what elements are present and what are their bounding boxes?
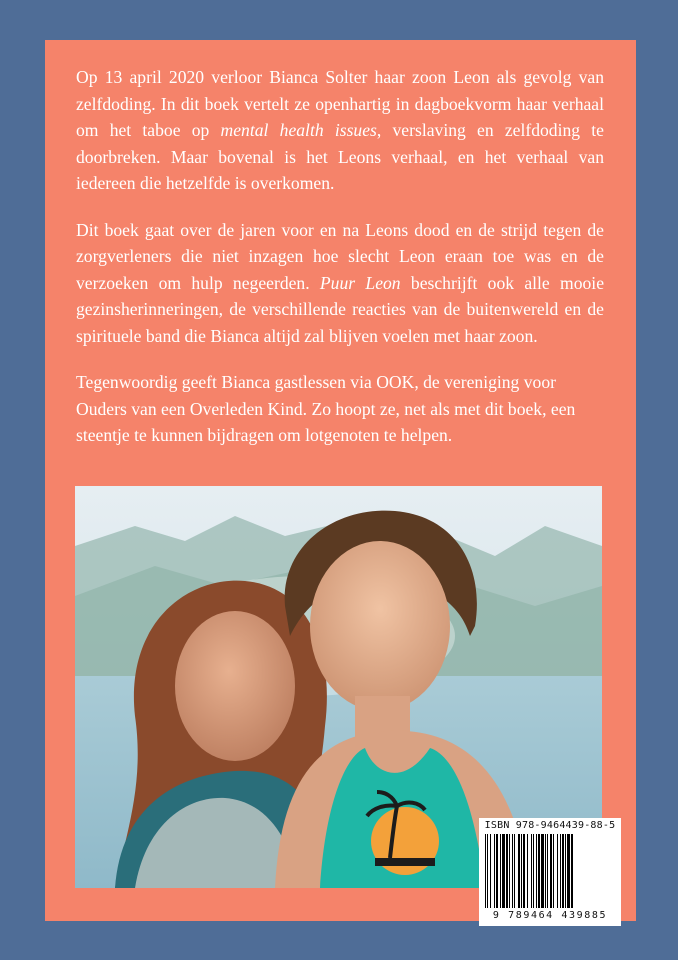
barcode-bar bbox=[560, 834, 561, 908]
barcode-bar bbox=[512, 834, 513, 908]
blurb-text bbox=[76, 64, 604, 469]
barcode-bar bbox=[487, 834, 488, 908]
barcode-bar bbox=[490, 834, 491, 908]
barcode-bars bbox=[483, 834, 617, 908]
barcode-bar bbox=[545, 834, 546, 908]
barcode-bar bbox=[506, 834, 508, 908]
barcode-bar bbox=[536, 834, 537, 908]
barcode-bar bbox=[500, 834, 501, 908]
barcode-bar bbox=[523, 834, 525, 908]
barcode-bar bbox=[533, 834, 534, 908]
barcode-bar bbox=[494, 834, 495, 908]
book-title-emphasis: Puur Leon bbox=[319, 272, 401, 293]
ean-digits: 9 789464 439885 bbox=[492, 910, 608, 921]
blurb-paragraph-2: Dit boek gaat over de jaren voor en na Leons dood en de strijd tegen de zorgverleners die niet inzagen hoe slecht Leon eraan toe was en de verzoeken om hulp negeerden. Puur Leon beschrijft ook alle mooie gezinsherinneringen, de verschillende reacties van de buitenwereld en de spirituele band die Bianca altijd zal blijven voelen met haar zoon. bbox=[76, 219, 605, 346]
barcode-bar bbox=[527, 834, 528, 908]
barcode-bar bbox=[509, 834, 510, 908]
barcode-bar bbox=[531, 834, 532, 908]
barcode-bar bbox=[538, 834, 540, 908]
barcode-bar bbox=[521, 834, 522, 908]
barcode-bar bbox=[557, 834, 558, 908]
barcode-bar bbox=[541, 834, 544, 908]
blurb-paragraph-3: Tegenwoordig geeft Bianca gastlessen via OOK, de vereniging voor Ouders van een Overleden Kind. Zo hoopt ze, net als met dit boek, een steentje te kunnen bijdragen om lotgenoten te helpen. bbox=[76, 372, 576, 445]
barcode-bar bbox=[502, 834, 505, 908]
barcode-bar bbox=[571, 834, 573, 908]
isbn-barcode bbox=[479, 818, 621, 926]
barcode-bar bbox=[550, 834, 552, 908]
barcode-bar bbox=[565, 834, 566, 908]
barcode-bar bbox=[514, 834, 515, 908]
barcode-bar bbox=[567, 834, 570, 908]
barcode-bar bbox=[547, 834, 548, 908]
barcode-bar bbox=[518, 834, 520, 908]
isbn-label: ISBN 978-9464439-88-5 bbox=[484, 820, 616, 831]
barcode-bar bbox=[553, 834, 554, 908]
barcode-bar bbox=[496, 834, 498, 908]
emphasis-mental-health: mental health issues bbox=[220, 120, 377, 140]
blurb-paragraph-1: Op 13 april 2020 verloor Bianca Solter haar zoon Leon als gevolg van zelfdoding. In dit boek vertelt ze openhartig in dagboekvorm haar verhaal om het taboe op mental health issues, verslaving en zelfdoding te doorbreken. Maar bovenal is het Leons verhaal, en het verhaal van iedereen die hetzelfde is overkomen. bbox=[76, 67, 604, 193]
barcode-bar bbox=[485, 834, 486, 908]
barcode-bar bbox=[562, 834, 564, 908]
